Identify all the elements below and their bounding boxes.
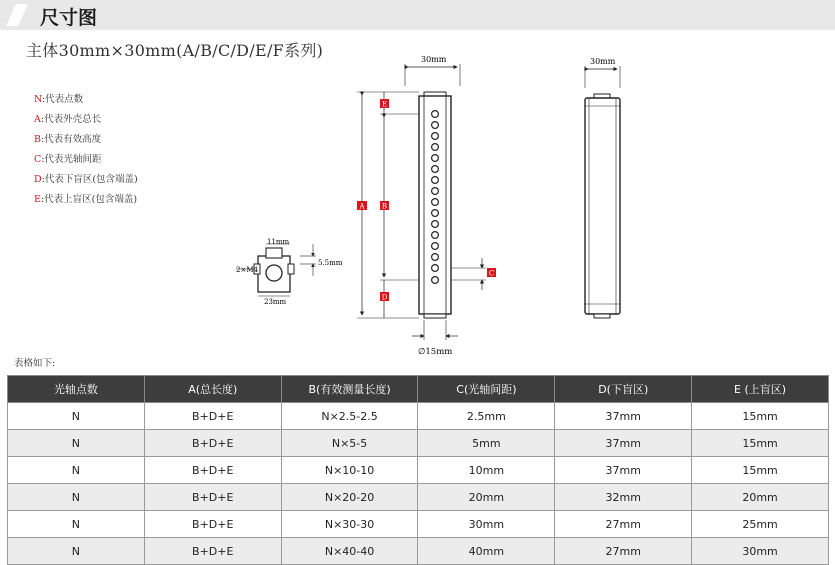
- table-cell: N: [8, 430, 145, 457]
- table-header-row: [8, 376, 829, 403]
- side-housing: [585, 98, 620, 314]
- svg-text:D: D: [381, 293, 388, 302]
- side-view: [585, 57, 620, 318]
- table-cell: N×10-10: [281, 457, 418, 484]
- table-cell: B+D+E: [144, 511, 281, 538]
- section-dim-left: 2×M4: [236, 266, 258, 274]
- section-dim-bottom: 23mm: [264, 298, 287, 306]
- front-view: [357, 55, 496, 357]
- col-header-lower-blind: D(下盲区): [555, 376, 692, 403]
- table-cell: N: [8, 484, 145, 511]
- table-cell: 2.5mm: [418, 403, 555, 430]
- section-dim-top: 11mm: [267, 238, 290, 246]
- table-cell: 27mm: [555, 511, 692, 538]
- bottom-diameter-label: ∅15mm: [418, 347, 453, 357]
- legend-item-d: D:代表下盲区(包含端盖): [34, 174, 138, 185]
- table-cell: 30mm: [418, 511, 555, 538]
- table-cell: N: [8, 538, 145, 565]
- table-cell: 20mm: [692, 484, 829, 511]
- section-title: 尺寸图: [40, 7, 98, 29]
- svg-text:E: E: [381, 100, 388, 109]
- legend-item-c: C:代表光轴间距: [34, 154, 102, 165]
- table-row: [8, 511, 829, 538]
- svg-text:C: C: [488, 269, 495, 278]
- cross-section-view: [236, 238, 343, 306]
- table-cell: B+D+E: [144, 484, 281, 511]
- table-row: [8, 538, 829, 565]
- table-cell: 15mm: [692, 457, 829, 484]
- table-row: [8, 403, 829, 430]
- col-header-axis-spacing: C(光轴间距): [418, 376, 555, 403]
- table-cell: 37mm: [555, 457, 692, 484]
- table-row: [8, 457, 829, 484]
- table-cell: B+D+E: [144, 430, 281, 457]
- section-dim-right: 5.5mm: [318, 259, 343, 267]
- table-cell: 15mm: [692, 430, 829, 457]
- svg-text:A: A: [359, 202, 365, 211]
- side-width-label: 30mm: [590, 57, 616, 66]
- table-cell: N×20-20: [281, 484, 418, 511]
- table-row: [8, 430, 829, 457]
- table-cell: 37mm: [555, 430, 692, 457]
- table-row: [8, 484, 829, 511]
- legend-item-e: E:代表上盲区(包含端盖): [34, 194, 138, 205]
- table-cell: 5mm: [418, 430, 555, 457]
- col-header-points: 光轴点数: [8, 376, 145, 403]
- table-cell: N: [8, 403, 145, 430]
- table-cell: N×2.5-2.5: [281, 403, 418, 430]
- table-note: 表格如下:: [14, 358, 56, 369]
- table-cell: B+D+E: [144, 403, 281, 430]
- table-cell: B+D+E: [144, 538, 281, 565]
- table-cell: N: [8, 457, 145, 484]
- table-cell: 27mm: [555, 538, 692, 565]
- front-width-label: 30mm: [421, 55, 447, 64]
- svg-text:B: B: [381, 202, 388, 211]
- section-top-slot: [266, 248, 282, 258]
- col-header-total-length: A(总长度): [144, 376, 281, 403]
- table-cell: 32mm: [555, 484, 692, 511]
- table-cell: B+D+E: [144, 457, 281, 484]
- table-cell: N×40-40: [281, 538, 418, 565]
- section-right-slot: [288, 264, 294, 274]
- table-cell: 37mm: [555, 403, 692, 430]
- col-header-effective-length: B(有效测量长度): [281, 376, 418, 403]
- table-cell: N: [8, 511, 145, 538]
- section-lens-circle: [266, 265, 282, 281]
- spec-table: [7, 375, 829, 565]
- section-outline: [258, 256, 290, 292]
- table-cell: N×30-30: [281, 511, 418, 538]
- table-cell: N×5-5: [281, 430, 418, 457]
- model-subtitle: 主体30mm×30mm(A/B/C/D/E/F系列): [26, 41, 324, 60]
- table-cell: 30mm: [692, 538, 829, 565]
- legend-item-b: B:代表有效高度: [34, 134, 102, 145]
- table-cell: 25mm: [692, 511, 829, 538]
- legend-item-a: A:代表外壳总长: [34, 114, 102, 125]
- table-cell: 15mm: [692, 403, 829, 430]
- legend-item-n: N:代表点数: [34, 94, 84, 105]
- table-cell: 20mm: [418, 484, 555, 511]
- table-cell: 40mm: [418, 538, 555, 565]
- table-cell: 10mm: [418, 457, 555, 484]
- col-header-upper-blind: E (上盲区): [692, 376, 829, 403]
